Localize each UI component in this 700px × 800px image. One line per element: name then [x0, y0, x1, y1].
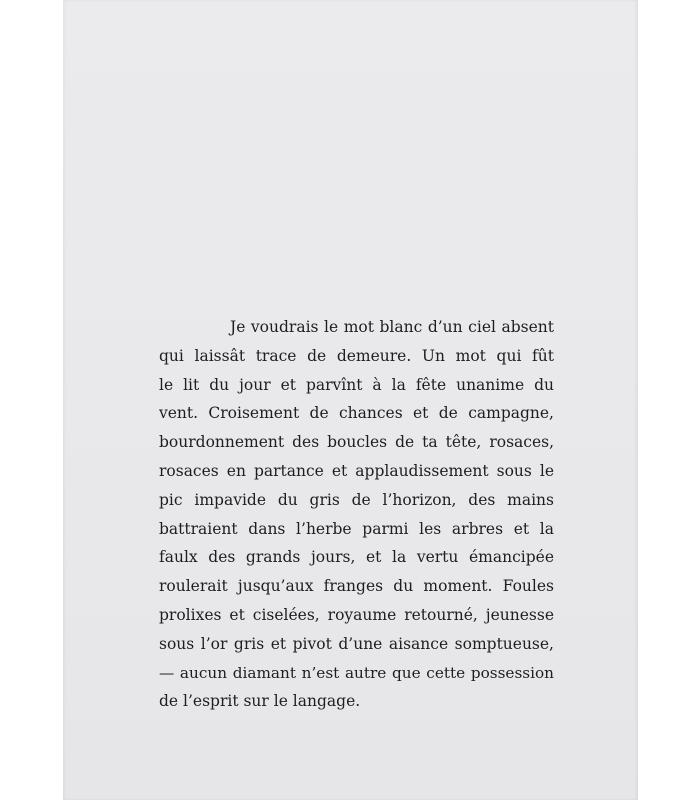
paragraph-line: qui laissât trace de demeure. Un mot qui fût: [159, 346, 554, 365]
paragraph-line: le lit du jour et parvînt à la fête unanime du: [159, 375, 554, 394]
paragraph-line: faulx des grands jours, et la vertu émancipée: [159, 548, 554, 567]
paragraph-line: Je voudrais le mot blanc d’un ciel absent: [230, 318, 554, 336]
paragraph-line: vent. Croisement de chances et de campagne,: [159, 404, 554, 423]
paragraph-line: pic impavide du gris de l’horizon, des mains: [159, 490, 554, 509]
paragraph-line: prolixes et ciselées, royaume retourné, jeunesse: [159, 605, 554, 624]
prose-poem-paragraph: [159, 313, 554, 716]
paragraph-line-last: de l’esprit sur le langage.: [159, 692, 361, 711]
paragraph-line: battraient dans l’herbe parmi les arbres et la: [159, 519, 554, 538]
paragraph-line: sous l’or gris et pivot d’une aisance somptueuse,: [159, 634, 554, 653]
paragraph-line: roulerait jusqu’aux franges du moment. Foules: [159, 577, 554, 596]
paragraph-line: bourdonnement des boucles de ta tête, rosaces,: [159, 433, 554, 452]
paragraph-line: rosaces en partance et applaudissement sous le: [159, 461, 554, 480]
paragraph-line: — aucun diamant n’est autre que cette possession: [159, 663, 554, 682]
